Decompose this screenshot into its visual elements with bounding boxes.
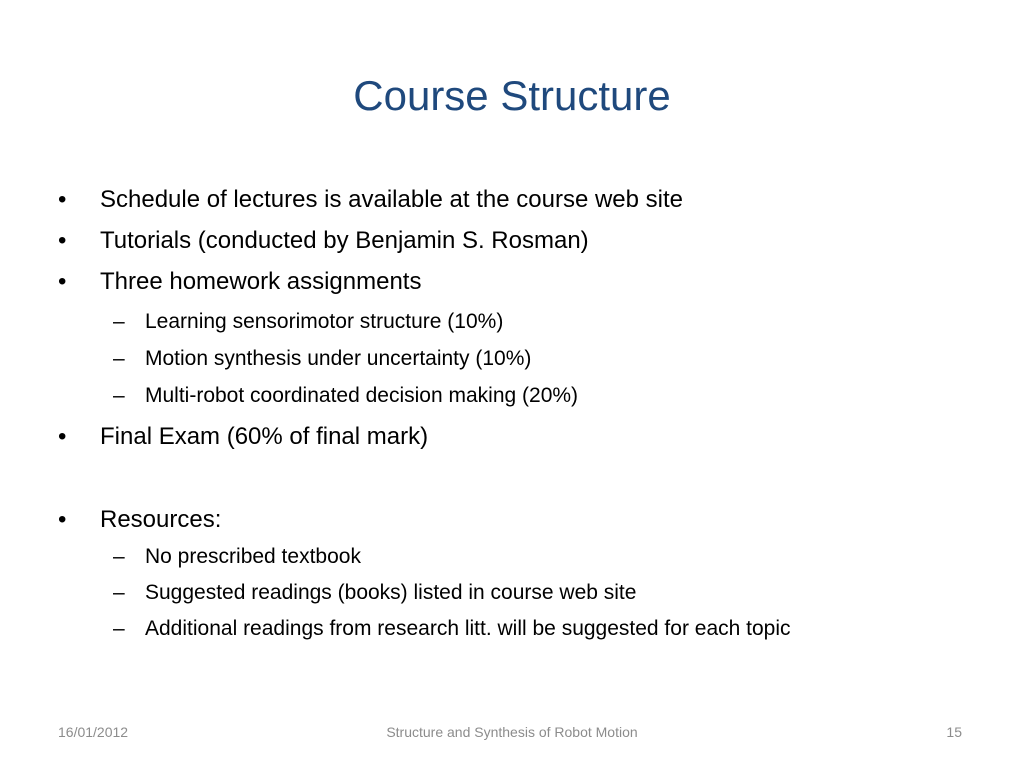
- bullet-marker: •: [58, 268, 67, 295]
- bullet-marker: •: [58, 186, 67, 213]
- dash-marker: –: [113, 581, 125, 604]
- footer-date: 16/01/2012: [58, 724, 129, 740]
- bullet-marker: •: [58, 423, 67, 450]
- footer-page-number: 15: [946, 724, 962, 740]
- bullet-marker: •: [58, 506, 67, 533]
- bullet-final-exam: Final Exam (60% of final mark): [100, 423, 429, 450]
- dash-marker: –: [113, 617, 125, 640]
- bullet-marker: •: [58, 227, 67, 254]
- sub-bullet-no-textbook: No prescribed textbook: [145, 545, 361, 568]
- bullet-resources: Resources:: [100, 506, 222, 533]
- sub-bullet-sensorimotor: Learning sensorimotor structure (10%): [145, 310, 504, 333]
- slide-title: Course Structure: [353, 72, 671, 119]
- dash-marker: –: [113, 310, 125, 333]
- sub-bullet-motion-synthesis: Motion synthesis under uncertainty (10%): [145, 347, 532, 370]
- dash-marker: –: [113, 384, 125, 407]
- footer-course-title: Structure and Synthesis of Robot Motion: [386, 724, 638, 740]
- sub-bullet-multi-robot: Multi-robot coordinated decision making (20%): [145, 384, 579, 407]
- dash-marker: –: [113, 347, 125, 370]
- sub-bullet-additional-readings: Additional readings from research litt. will be suggested for each topic: [145, 617, 791, 640]
- bullet-schedule: Schedule of lectures is available at the course web site: [100, 186, 683, 213]
- dash-marker: –: [113, 545, 125, 568]
- sub-bullet-suggested-readings: Suggested readings (books) listed in course web site: [145, 581, 637, 604]
- bullet-homework: Three homework assignments: [100, 268, 422, 295]
- bullet-tutorials: Tutorials (conducted by Benjamin S. Rosman): [100, 227, 589, 254]
